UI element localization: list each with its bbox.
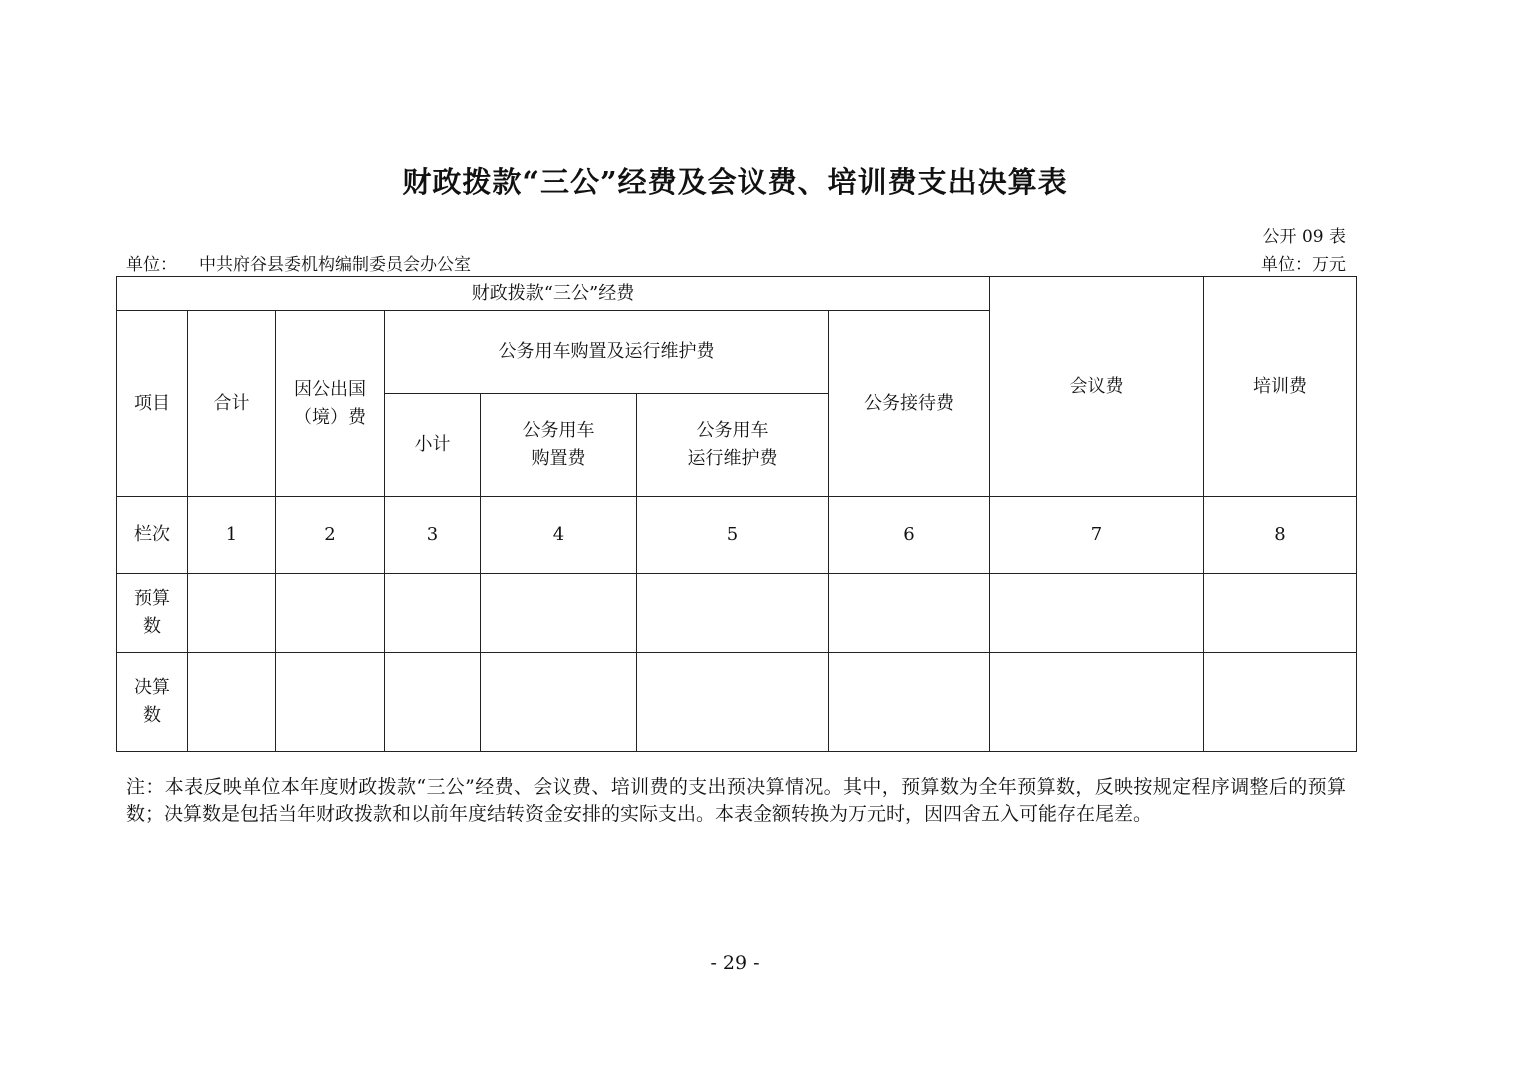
column-number: 4 bbox=[481, 497, 637, 574]
header-vehicle-purchase bbox=[481, 394, 637, 497]
header-meeting bbox=[990, 277, 1204, 497]
header-reception: 公务接待费 bbox=[829, 311, 990, 497]
column-number: 5 bbox=[637, 497, 829, 574]
table-row-budget bbox=[117, 574, 1357, 653]
table-cell bbox=[188, 653, 276, 752]
table-cell bbox=[276, 653, 385, 752]
table-cell bbox=[637, 574, 829, 653]
header-vehicle-run-line2: 运行维护费 bbox=[687, 448, 778, 469]
header-training bbox=[1204, 277, 1357, 497]
unit-name: 中共府谷县委机构编制委员会办公室 bbox=[199, 255, 471, 275]
table-cell bbox=[385, 574, 481, 653]
header-vehicle-purchase-line1: 公务用车 bbox=[522, 420, 595, 441]
table-cell bbox=[990, 574, 1204, 653]
row-label-budget bbox=[117, 574, 188, 653]
header-item: 项目 bbox=[117, 311, 188, 497]
column-number: 6 bbox=[829, 497, 990, 574]
column-number-row bbox=[117, 497, 1357, 574]
header-vehicle-group: 公务用车购置及运行维护费 bbox=[385, 311, 829, 394]
table-header-row-1 bbox=[117, 277, 1357, 311]
row-label-line2: 数 bbox=[143, 616, 161, 637]
header-vehicle-run bbox=[637, 394, 829, 497]
header-subtotal: 小计 bbox=[385, 394, 481, 497]
table-cell bbox=[829, 574, 990, 653]
header-vehicle-purchase-line2: 购置费 bbox=[531, 448, 586, 469]
table-cell bbox=[1204, 653, 1357, 752]
table-cell bbox=[1204, 574, 1357, 653]
table-row-final bbox=[117, 653, 1357, 752]
unit-label: 单位： bbox=[126, 255, 177, 275]
row-label-line2: 数 bbox=[143, 705, 161, 726]
header-vehicle-run-line1: 公务用车 bbox=[696, 420, 769, 441]
header-meeting-label: 会议费 bbox=[1069, 375, 1124, 397]
page-number: - 29 - bbox=[710, 952, 760, 974]
footnote: 注：本表反映单位本年度财政拨款“三公”经费、会议费、培训费的支出预决算情况。其中，预算数为全年预算数，反映按规定程序调整后的预算数；决算数是包括当年财政拨款和以前年度结转资金安排的实际支出。本表金额转换为万元时，因四舍五入可能存在尾差。 bbox=[126, 776, 1346, 825]
column-number: 7 bbox=[990, 497, 1204, 574]
header-abroad-line1: 因公出国 bbox=[294, 378, 366, 400]
document-title: 财政拨款“三公”经费及会议费、培训费支出决算表 bbox=[402, 165, 1068, 199]
expenditure-table bbox=[116, 276, 1357, 752]
row-label-line1: 预算 bbox=[134, 588, 170, 609]
table-cell bbox=[385, 653, 481, 752]
currency-unit: 单位：万元 bbox=[1261, 255, 1346, 275]
header-total: 合计 bbox=[188, 311, 276, 497]
table-cell bbox=[637, 653, 829, 752]
header-abroad bbox=[276, 311, 385, 497]
table-cell bbox=[990, 653, 1204, 752]
table-cell bbox=[188, 574, 276, 653]
column-number-label: 栏次 bbox=[117, 497, 188, 574]
table-cell bbox=[276, 574, 385, 653]
header-training-label: 培训费 bbox=[1253, 375, 1307, 397]
row-label-final bbox=[117, 653, 188, 752]
table-cell bbox=[481, 574, 637, 653]
column-number: 1 bbox=[188, 497, 276, 574]
form-number: 公开 09 表 bbox=[1262, 227, 1346, 247]
unit-line bbox=[126, 250, 471, 275]
header-sangong-group: 财政拨款“三公”经费 bbox=[117, 277, 990, 311]
table-cell bbox=[481, 653, 637, 752]
row-label-line1: 决算 bbox=[134, 677, 170, 698]
column-number: 3 bbox=[385, 497, 481, 574]
table-cell bbox=[829, 653, 990, 752]
column-number: 2 bbox=[276, 497, 385, 574]
column-number: 8 bbox=[1204, 497, 1357, 574]
header-abroad-line2: （境）费 bbox=[294, 406, 366, 428]
